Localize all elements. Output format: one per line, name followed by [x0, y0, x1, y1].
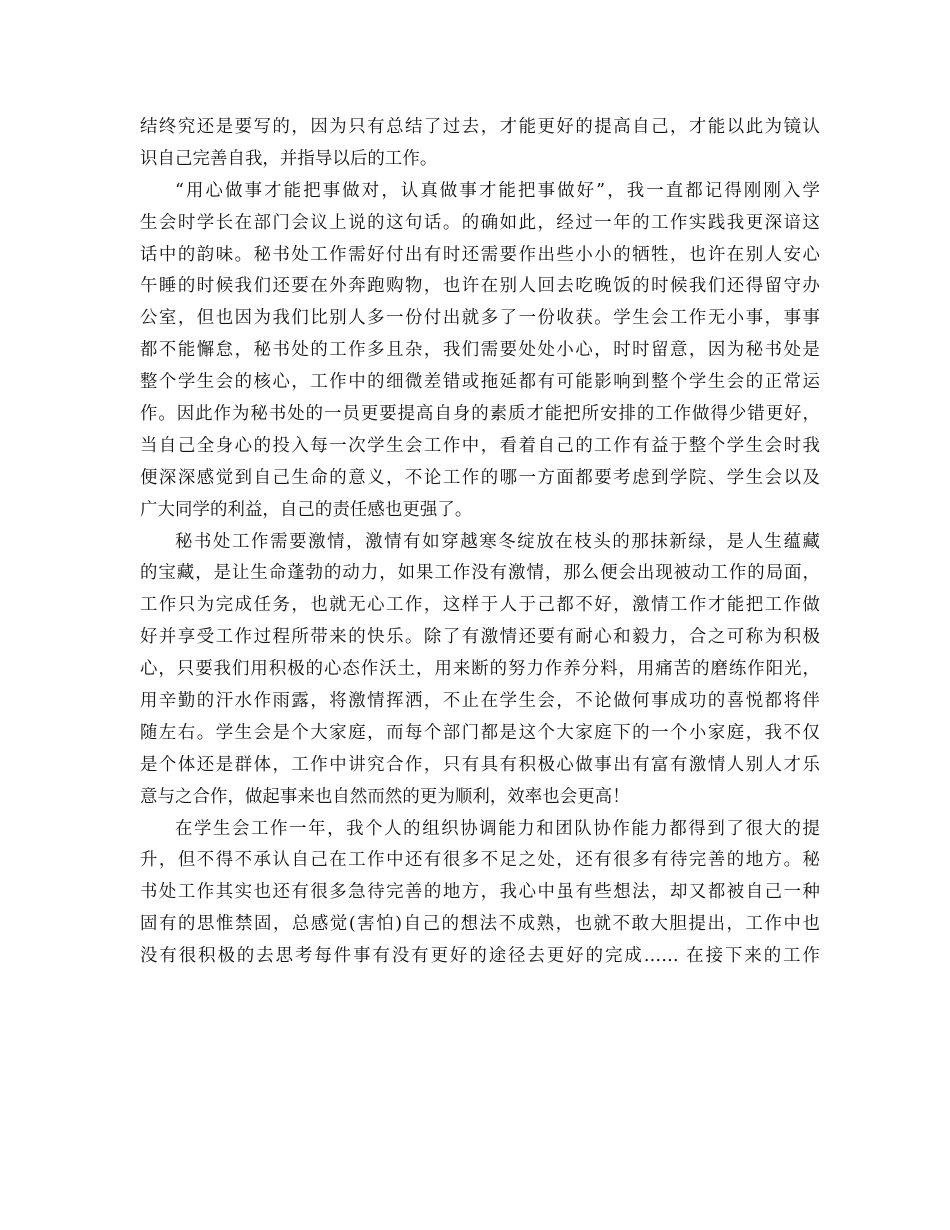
text-line: 在学生会工作一年，我个人的组织协调能力和团队协作能力都得到了很大的提	[175, 818, 820, 839]
document-body	[140, 112, 820, 973]
text-line: 话中的韵味。秘书处工作需好付出有时还需要作出些小小的牺牲，也许在别人安心	[140, 244, 820, 265]
text-line: 识自己完善自我，并指导以后的工作。	[140, 148, 438, 169]
text-line: 心，只要我们用积极的心态作沃土，用来断的努力作养分料，用痛苦的磨练作阳光，	[140, 659, 820, 680]
text-line: 用辛勤的汗水作雨露，将激情挥洒，不止在学生会，不论做何事成功的喜悦都将伴	[140, 691, 820, 712]
text-line: 随左右。学生会是个大家庭，而每个部门都是这个大家庭下的一个小家庭，我不仅	[140, 722, 820, 743]
text-line: 都不能懈怠，秘书处的工作多且杂，我们需要处处小心，时时留意，因为秘书处是	[140, 340, 820, 361]
text-line: “用心做事才能把事做对，认真做事才能把事做好”，我一直都记得刚刚入学	[175, 180, 820, 201]
text-line: 书处工作其实也还有很多急待完善的地方，我心中虽有些想法，却又都被自己一种	[140, 882, 820, 903]
text-line: 工作只为完成任务，也就无心工作，这样于人于己都不好，激情工作才能把工作做	[140, 595, 820, 616]
text-line: 生会时学长在部门会议上说的这句话。的确如此，经过一年的工作实践我更深谙这	[140, 212, 820, 233]
paragraph-2	[140, 176, 820, 527]
text-line: 秘书处工作需要激情，激情有如穿越寒冬绽放在枝头的那抹新绿，是人生蕴藏	[175, 531, 820, 552]
text-line: 公室，但也因为我们比别人多一份付出就多了一份收获。学生会工作无小事，事事	[140, 308, 820, 329]
text-line: 广大同学的利益，自己的责任感也更强了。	[140, 499, 473, 520]
text-line: 当自己全身心的投入每一次学生会工作中，看着自己的工作有益于整个学生会时我	[140, 435, 820, 456]
text-line: 升，但不得不承认自己在工作中还有很多不足之处，还有很多有待完善的地方。秘	[140, 850, 820, 871]
text-line: 整个学生会的核心，工作中的细微差错或拖延都有可能影响到整个学生会的正常运	[140, 372, 820, 393]
paragraph-4	[140, 814, 820, 973]
text-line: 便深深感觉到自己生命的意义，不论工作的哪一方面都要考虑到学院、学生会以及	[140, 467, 820, 488]
text-line: 结终究还是要写的，因为只有总结了过去，才能更好的提高自己，才能以此为镜认	[140, 117, 820, 137]
text-line: 是个体还是群体，工作中讲究合作，只有具有积极心做事出有富有激情人别人才乐	[140, 754, 820, 775]
text-line: 作。因此作为秘书处的一员更要提高自身的素质才能把所安排的工作做得少错更好，	[140, 404, 820, 425]
text-line: 午睡的时候我们还要在外奔跑购物，也许在别人回去吃晚饭的时候我们还得留守办	[140, 276, 820, 297]
text-line: 意与之合作，做起事来也自然而然的更为顺利，效率也会更高！	[140, 786, 630, 807]
text-line: 没有很积极的去思考每件事有没有更好的途径去更好的完成…… 在接下来的工作	[140, 946, 820, 967]
paragraph-1	[140, 112, 820, 176]
text-line: 的宝藏，是让生命蓬勃的动力，如果工作没有激情，那么便会出现被动工作的局面，	[140, 563, 820, 584]
text-line: 好并享受工作过程所带来的快乐。除了有激情还要有耐心和毅力，合之可称为积极	[140, 627, 820, 648]
paragraph-3	[140, 527, 820, 814]
text-line: 固有的思惟禁固，总感觉(害怕)自己的想法不成熟，也就不敢大胆提出，工作中也	[140, 914, 820, 935]
